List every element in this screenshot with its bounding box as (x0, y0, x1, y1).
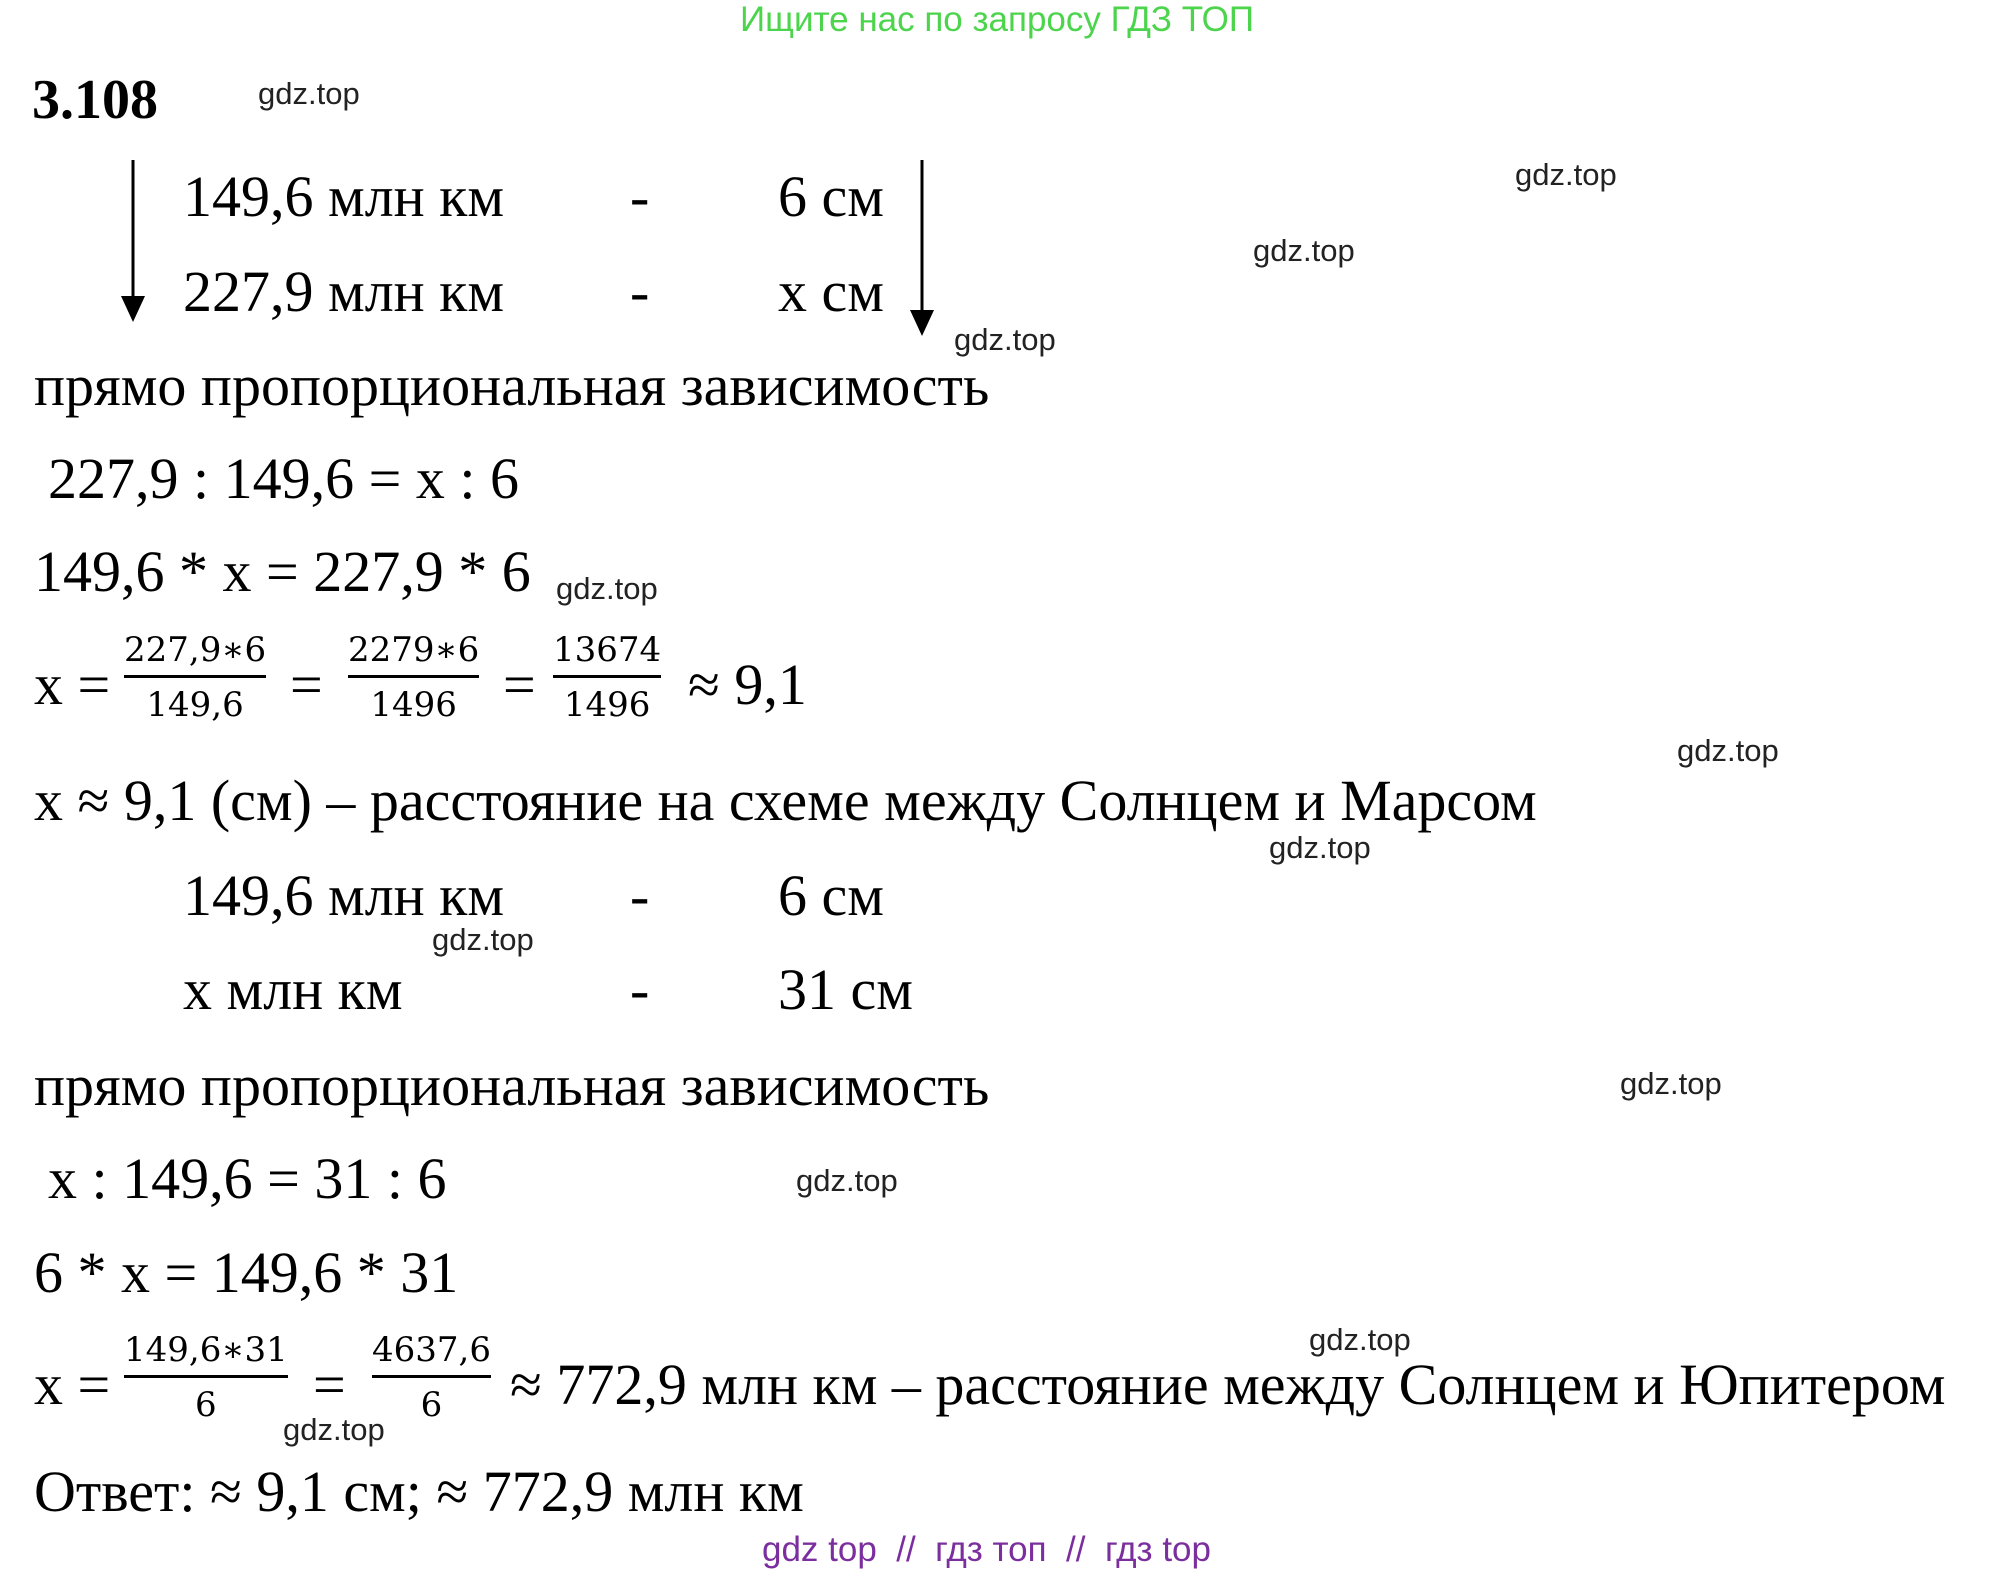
fraction-numerator: 4637,6 (372, 1330, 491, 1370)
fraction (348, 630, 480, 725)
watermark: gdz.top (432, 922, 534, 957)
fraction (553, 630, 662, 725)
proportion-dash: - (630, 863, 650, 928)
watermark: gdz.top (1309, 1322, 1411, 1357)
fraction-numerator: 227,9∗6 (124, 630, 267, 670)
equation-result: ≈ 9,1 (688, 652, 807, 717)
watermark: gdz.top (1620, 1066, 1722, 1101)
fraction-numerator: 13674 (553, 630, 662, 670)
fraction (124, 1330, 288, 1425)
watermark: gdz.top (1515, 157, 1617, 192)
equation-lhs: x = (34, 1352, 111, 1417)
fraction (372, 1330, 491, 1425)
equals-sign: = (290, 652, 323, 717)
equation: 6 * x = 149,6 * 31 (34, 1240, 459, 1305)
equation: 149,6 * x = 227,9 * 6 (34, 539, 531, 604)
equals-sign: = (503, 652, 536, 717)
watermark: gdz.top (1253, 233, 1355, 268)
watermark: gdz.top (556, 571, 658, 606)
relation-text: прямо пропорциональная зависимость (34, 353, 990, 418)
top-banner: Ищите нас по запросу ГДЗ ТОП (740, 0, 1254, 39)
equation-lhs: x = (34, 652, 111, 717)
watermark: gdz.top (258, 76, 360, 111)
fraction-denominator: 1496 (370, 685, 457, 725)
fraction (124, 630, 267, 725)
proportion-dash: - (630, 957, 650, 1022)
equation-result: ≈ 772,9 млн км – расстояние между Солнцем и Юпитером (510, 1352, 1946, 1417)
watermark: gdz.top (796, 1163, 898, 1198)
fraction-denominator: 6 (195, 1385, 217, 1425)
left-down-arrow (121, 160, 145, 322)
proportion-dash: - (630, 259, 650, 324)
answer-text: Ответ: ≈ 9,1 см; ≈ 772,9 млн км (34, 1459, 804, 1524)
proportion-right-1: 6 см (778, 164, 884, 229)
watermark: gdz.top (954, 322, 1056, 357)
proportion-right-2: x см (778, 259, 884, 324)
watermark: gdz.top (1677, 733, 1779, 768)
equals-sign: = (313, 1352, 346, 1417)
footer-watermark: gdz top // гдз топ // гдз top (762, 1530, 1211, 1569)
watermark: gdz.top (1269, 830, 1371, 865)
task-number: 3.108 (32, 69, 158, 131)
watermark: gdz.top (283, 1412, 385, 1447)
proportion-left-1: 149,6 млн км (183, 863, 505, 928)
equation: 227,9 : 149,6 = x : 6 (48, 446, 519, 511)
fraction-denominator: 6 (420, 1385, 443, 1425)
fraction-numerator: 2279∗6 (348, 630, 480, 670)
right-down-arrow (910, 160, 934, 336)
proportion-dash: - (630, 164, 650, 229)
proportion-right-2: 31 см (778, 957, 913, 1022)
proportion-right-1: 6 см (778, 863, 884, 928)
equation: x : 149,6 = 31 : 6 (48, 1146, 447, 1211)
fraction-denominator: 149,6 (146, 685, 244, 725)
proportion-left-2: x млн км (183, 957, 403, 1022)
proportion-left-1: 149,6 млн км (183, 164, 505, 229)
fraction-denominator: 1496 (563, 685, 651, 725)
proportion-left-2: 227,9 млн км (183, 259, 505, 324)
fraction-numerator: 149,6∗31 (124, 1330, 288, 1370)
relation-text: прямо пропорциональная зависимость (34, 1053, 990, 1118)
result-text: x ≈ 9,1 (см) – расстояние на схеме между Солнцем и Марсом (34, 768, 1537, 833)
